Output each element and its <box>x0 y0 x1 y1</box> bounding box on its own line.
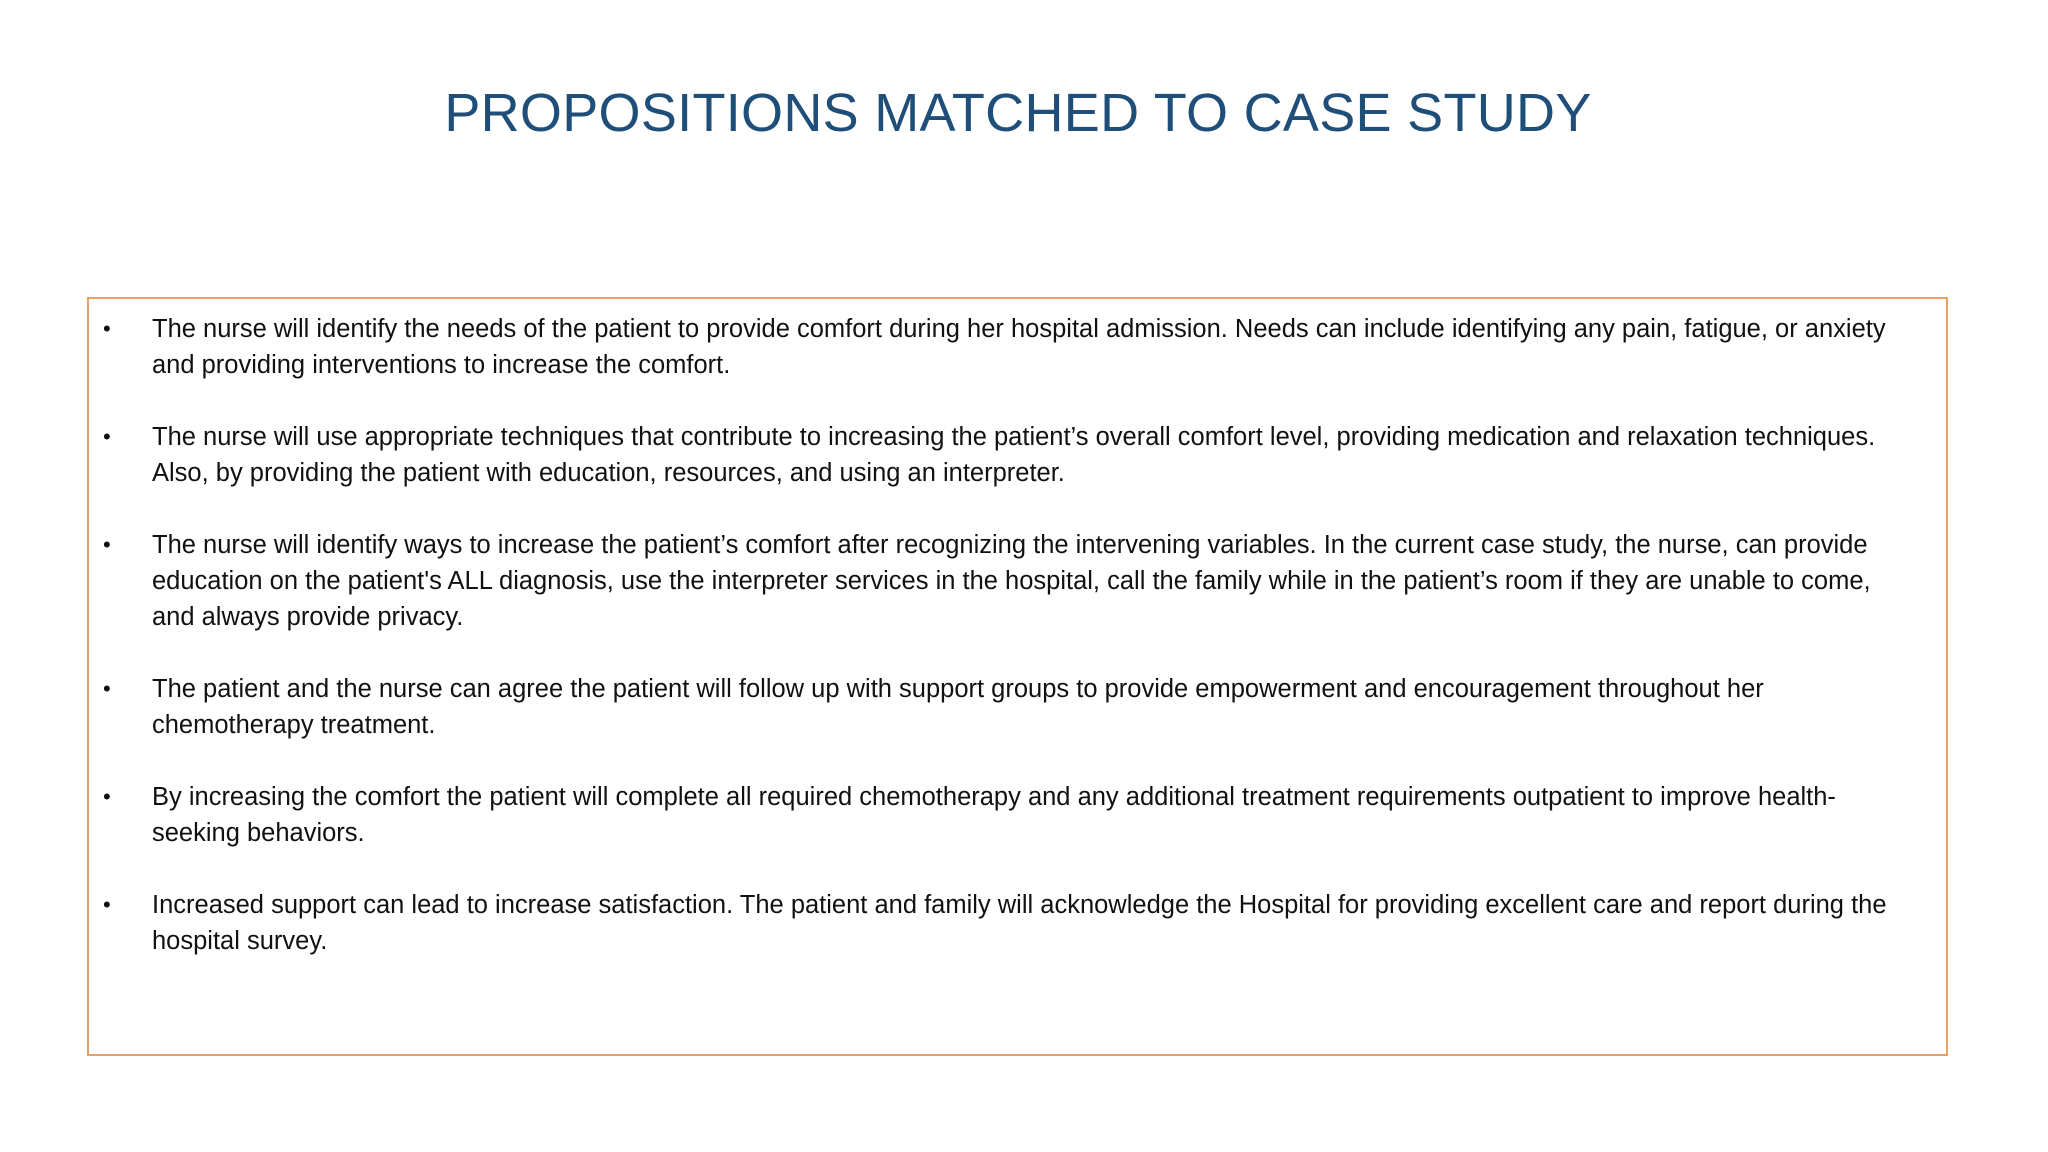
bullet-icon: • <box>103 892 111 917</box>
list-item <box>89 527 1918 635</box>
list-item-text: The nurse will identify ways to increase the patient’s comfort after recognizing the intervening variables. In the current case study, the nurse, can provide education on the patient's ALL diagnosis, use the interpreter services in the hospital, call the family while in the patient’s room if they are unable to come, and always provide privacy. <box>152 531 1871 631</box>
list-item-text: By increasing the comfort the patient will complete all required chemotherapy and any additional treatment requirements outpatient to improve health-seeking behaviors. <box>152 783 1836 847</box>
list-item <box>89 671 1918 743</box>
propositions-list <box>89 299 1946 959</box>
list-item-text: The nurse will identify the needs of the patient to provide comfort during her hospital admission. Needs can include identifying any pain, fatigue, or anxiety and providing interventions to increase the comfort. <box>152 315 1886 379</box>
list-item-text: Increased support can lead to increase satisfaction. The patient and family will acknowledge the Hospital for providing excellent care and report during the hospital survey. <box>152 891 1887 955</box>
bullet-icon: • <box>103 316 111 341</box>
bullet-icon: • <box>103 784 111 809</box>
slide-title: PROPOSITIONS MATCHED TO CASE STUDY <box>444 83 1592 143</box>
list-item <box>89 419 1918 491</box>
list-item-text: The patient and the nurse can agree the patient will follow up with support groups to provide empowerment and encouragement throughout her chemotherapy treatment. <box>152 675 1764 739</box>
bullet-icon: • <box>103 532 111 557</box>
list-item-text: The nurse will use appropriate techniques that contribute to increasing the patient’s overall comfort level, providing medication and relaxation techniques. Also, by providing the patient with education, resources, and using an interpreter. <box>152 423 1876 487</box>
list-item <box>89 311 1918 383</box>
list-item <box>89 887 1918 959</box>
bullet-icon: • <box>103 676 111 701</box>
list-item <box>89 779 1918 851</box>
bullet-icon: • <box>103 424 111 449</box>
propositions-box <box>87 297 1948 1056</box>
